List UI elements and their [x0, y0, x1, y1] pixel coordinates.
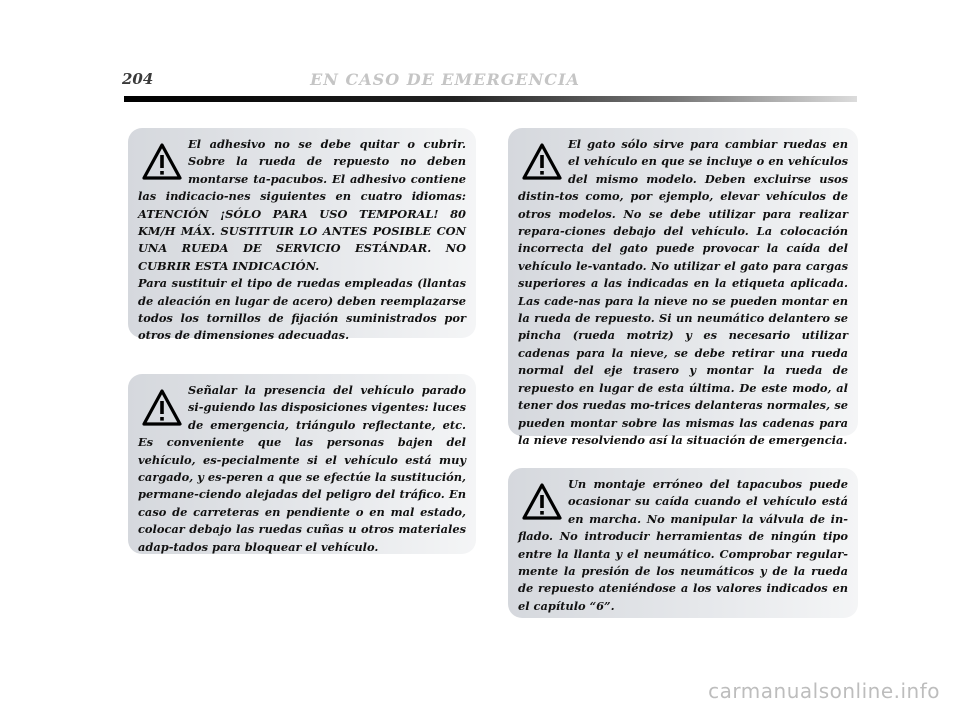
- warning-box-jack-usage: [508, 128, 858, 447]
- warning-paragraph: El gato sólo sirve para cambiar ruedas en el vehículo en que se incluye o en vehículos del mismo modelo. Deben excluirse usos distin-tos como, por ejemplo, elevar vehículos de otros modelos. No se debe utilizar para realizar repara-ciones debajo del vehículo. La colocación incorrecta del gato puede provocar la caída del vehículo le-vantado. No utilizar el gato para cargas superiores a las indicadas en la etiqueta aplicada. Las cade-nas para la nieve no se pueden montar en la rueda de repuesto. Si un neumático delantero se pincha (rueda motriz) y es necesario utilizar cadenas para la nieve, se debe retirar una rueda normal del eje trasero y montar la rueda de repuesto en lugar de esta última. De este modo, al tener dos ruedas mo-trices delanteras normales, se pueden montar sobre las mismas las cadenas para la nieve resolviendo así la situación de emergencia.: [518, 137, 848, 447]
- warning-triangle-icon: [142, 388, 182, 428]
- warning-triangle-icon: [522, 142, 562, 182]
- watermark: carmanualsonline.info: [708, 679, 940, 703]
- warning-paragraph: Para sustituir el tipo de ruedas empleadas (llantas de aleación en lugar de acero) deben reemplazarse todos los tornillos de fijación suministrados por otros de dimensiones adecuadas.: [138, 276, 466, 343]
- warning-box-spare-wheel-sticker: [128, 128, 476, 343]
- warning-triangle-icon: [522, 482, 562, 522]
- warning-triangle-icon: [142, 142, 182, 182]
- warning-paragraph: Un montaje erróneo del tapacubos puede ocasionar su caída cuando el vehículo está en marcha. No manipular la válvula de in-flado. No introducir herramientas de ningún tipo entre la llanta y el neumático. Comprobar regular-mente la presión de los neumáticos y de la rueda de repuesto ateniéndose a los valores indicados en el capítulo “6”.: [518, 477, 848, 613]
- warning-box-hubcap: [508, 468, 858, 618]
- page-number: 204: [122, 70, 154, 88]
- header-rule: [124, 96, 857, 102]
- warning-box-stopped-vehicle: [128, 374, 476, 554]
- section-title: EN CASO DE EMERGENCIA: [310, 70, 580, 89]
- warning-paragraph: Señalar la presencia del vehículo parado si-guiendo las disposiciones vigentes: luces de emergencia, triángulo reflectante, etc. Es conveniente que las personas bajen del vehículo, es-pecialmente si el vehículo está muy cargado, y es-peren a que se efectúe la sustitución, permane-ciendo alejadas del peligro del tráfico. En caso de carreteras en pendiente o en mal estado, colocar debajo las ruedas cuñas u otros materiales adap-tados para bloquear el vehículo.: [138, 383, 466, 554]
- warning-paragraph: El adhesivo no se debe quitar o cubrir. Sobre la rueda de repuesto no deben montarse ta-pacubos. El adhesivo contiene las indicacio-nes siguientes en cuatro idiomas: ATENCIÓN ¡SÓLO PARA USO TEMPORAL! 80 KM/H MÁX. SUSTITUIR LO ANTES POSIBLE CON UNA RUEDA DE SERVICIO ESTÁNDAR. NO CUBRIR ESTA INDICACIÓN.: [138, 137, 466, 273]
